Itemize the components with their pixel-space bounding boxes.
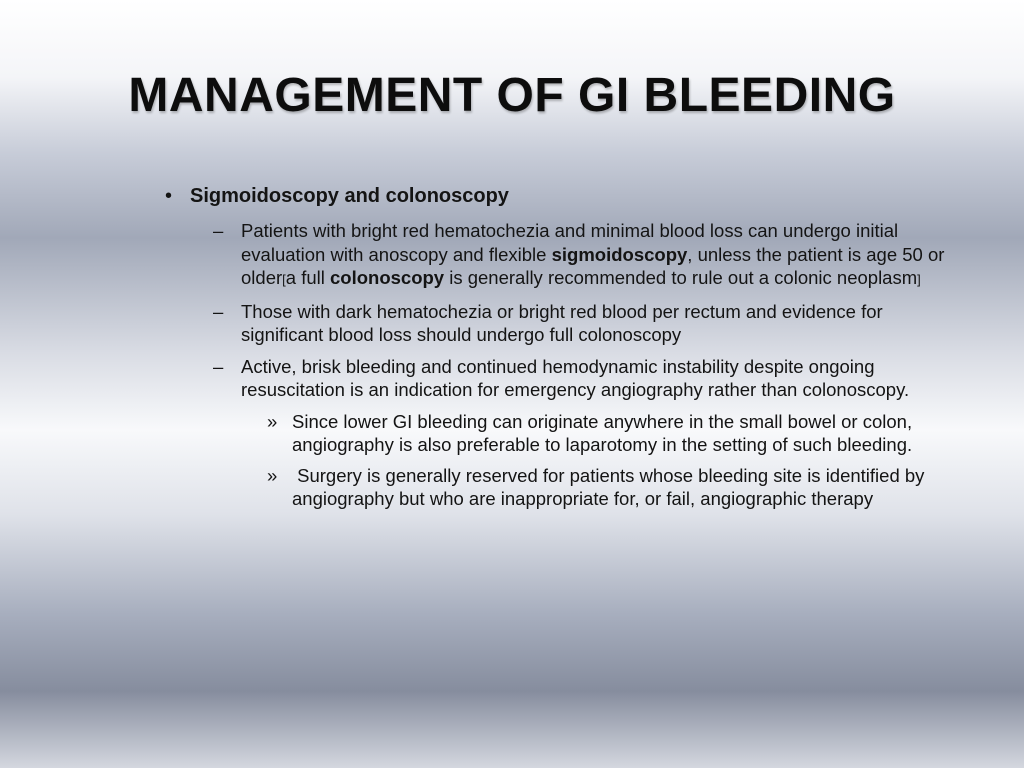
sub-bullet-text-part: Patients with bright red hematochezia and minimal blood loss can undergo initial evaluation with anoscopy and flexible	[241, 220, 899, 265]
sub-sub-bullet-text: Since lower GI bleeding can originate anywhere in the small bowel or colon, angiography is also preferable to laparotomy in the setting of such bleeding.	[292, 410, 913, 455]
bullet-main-text: Sigmoidoscopy and colonoscopy	[190, 185, 509, 207]
bullet-main	[150, 183, 970, 209]
slide-content	[150, 183, 970, 518]
sub-bullet-text-part: is generally recommended to rule out a colonic neoplasm	[444, 267, 918, 288]
sub-bullet-text-part: a full	[285, 267, 330, 288]
sub-bullet-anoscopy	[150, 219, 970, 292]
reference-bracket-close: ]	[917, 272, 921, 287]
sub-sub-bullet-surgery	[150, 464, 970, 511]
slide-title: MANAGEMENT OF GI BLEEDING	[128, 69, 896, 122]
sub-bullet-text: Active, brisk bleeding and continued hemodynamic instability despite ongoing resuscitation is an indication for emergency angiography rather than colonoscopy.	[241, 355, 910, 400]
sub-sub-bullet-angiography	[150, 410, 970, 457]
dash-icon: –	[213, 355, 224, 377]
double-chevron-icon: »	[267, 410, 278, 432]
double-chevron-icon: »	[267, 464, 278, 486]
bullet-dot-icon: •	[165, 185, 173, 207]
sub-bullet-dark-hematochezia	[150, 300, 970, 347]
sub-bullet-bold-term: sigmoidoscopy	[551, 243, 688, 265]
dash-icon: –	[213, 300, 224, 322]
sub-bullet-active-bleeding	[150, 355, 970, 402]
dash-icon: –	[213, 220, 224, 241]
reference-bracket-open: [	[282, 272, 286, 287]
sub-bullet-text: Those with dark hematochezia or bright red blood per rectum and evidence for significant blood loss should undergo full colonoscopy	[241, 300, 883, 345]
sub-bullet-text-part: , unless the patient is age 50 or older	[241, 243, 945, 288]
sub-bullet-bold-term: colonoscopy	[329, 267, 445, 288]
sub-sub-bullet-text: Surgery is generally reserved for patients whose bleeding site is identified by angiography but who are inappropriate for, or fail, angiographic therapy	[292, 464, 930, 509]
